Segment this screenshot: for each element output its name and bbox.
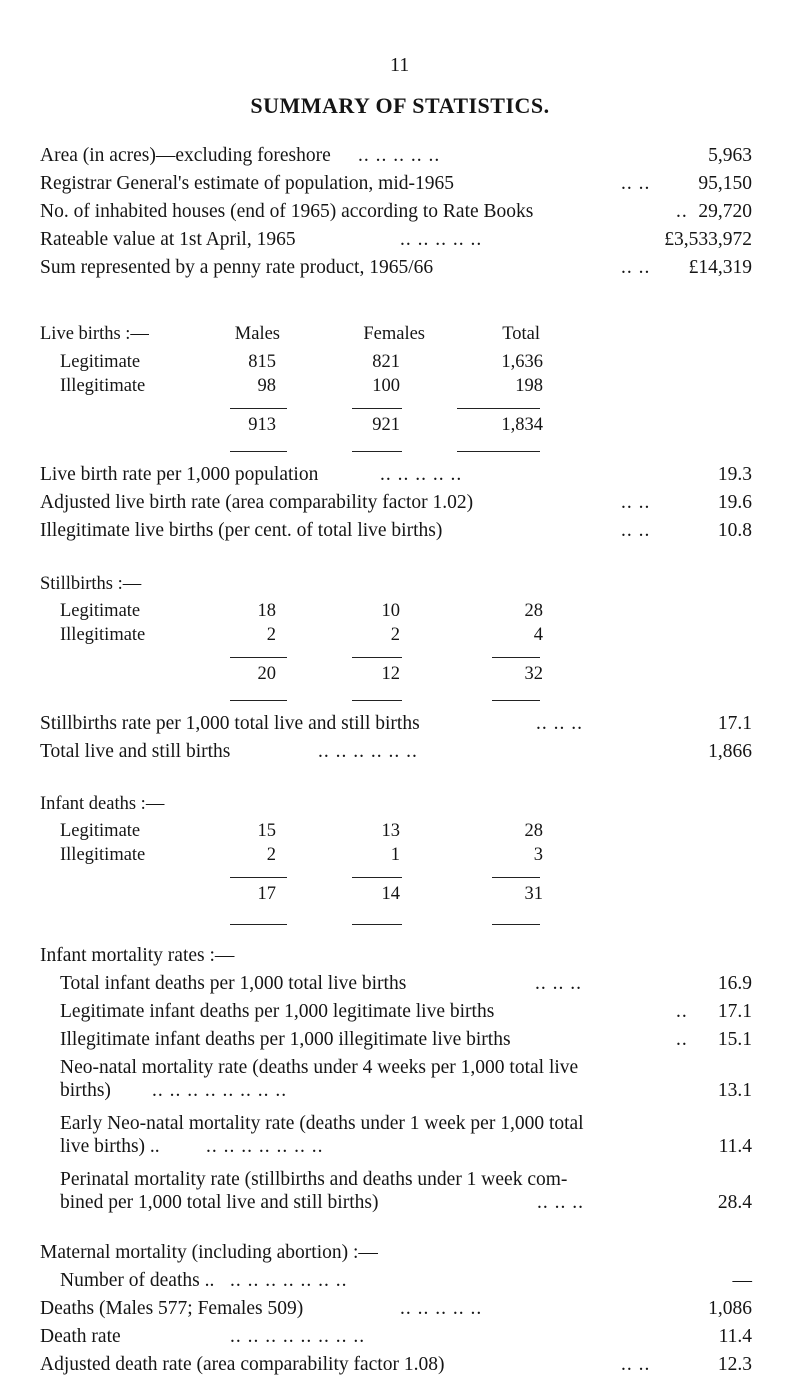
row-dots: .. .. .. .. .. .. — [318, 741, 418, 762]
rate-row-line2 — [0, 1192, 800, 1222]
row-label: Total live and still births — [40, 741, 231, 762]
rule-line — [492, 924, 540, 925]
cell-females: 10 — [381, 601, 400, 621]
row-value: 1,086 — [708, 1298, 752, 1319]
rate-row — [0, 973, 800, 1003]
row-label: Area (in acres)—excluding foreshore — [40, 145, 331, 166]
row-value: 28.4 — [717, 1192, 752, 1213]
cell-total: 28 — [524, 821, 543, 841]
row-label: Adjusted death rate (area comparability factor 1.08) — [40, 1354, 445, 1375]
row-dots: .. — [676, 1029, 688, 1050]
rule-line — [492, 657, 540, 658]
rate-row — [0, 741, 800, 771]
cell-females: 1 — [390, 845, 400, 865]
cell-total: 28 — [524, 601, 543, 621]
section-heading: Infant deaths :— — [40, 794, 165, 814]
row-value: 19.3 — [717, 464, 752, 485]
row-label: Illegitimate infant deaths per 1,000 illegitimate live births — [60, 1029, 511, 1050]
rule-line — [352, 451, 402, 452]
rule-line — [492, 700, 540, 701]
row-value: 11.4 — [718, 1136, 752, 1157]
page-title: SUMMARY OF STATISTICS. — [250, 93, 550, 118]
cell-males: 2 — [266, 845, 276, 865]
rate-row — [0, 1270, 800, 1300]
row-value: 11.4 — [718, 1326, 752, 1347]
col-header-total: Total — [502, 324, 540, 344]
rate-row — [0, 1029, 800, 1059]
rule-line — [352, 700, 402, 701]
row-label-cont: births) — [60, 1080, 111, 1101]
row-value: £3,533,972 — [664, 229, 752, 250]
section-heading: Stillbirths :— — [40, 574, 142, 594]
row-label: No. of inhabited houses (end of 1965) according to Rate Books — [40, 201, 534, 222]
row-label: Stillbirths rate per 1,000 total live and still births — [40, 713, 420, 734]
row-dots: .. .. .. .. .. .. .. — [230, 1270, 348, 1291]
col-header-females: Females — [363, 324, 425, 344]
cell-males: 15 — [257, 821, 276, 841]
row-dots: .. .. .. — [537, 1192, 584, 1213]
row-label: Early Neo-natal mortality rate (deaths under 1 week per 1,000 total — [60, 1113, 584, 1134]
total-females: 14 — [381, 884, 400, 904]
row-value: 17.1 — [717, 1001, 752, 1022]
row-label: Sum represented by a penny rate product, 1965/66 — [40, 257, 434, 278]
row-label: Illegitimate — [60, 376, 146, 396]
live-births-table — [0, 0, 800, 400]
cell-males: 815 — [248, 352, 276, 372]
row-dots: .. — [676, 201, 688, 222]
rule-line — [457, 408, 540, 409]
total-total: 31 — [524, 884, 543, 904]
rule-line — [230, 657, 287, 658]
row-value: 13.1 — [717, 1080, 752, 1101]
rate-row — [0, 492, 800, 522]
rate-row — [0, 464, 800, 494]
total-total: 32 — [524, 664, 543, 684]
cell-females: 13 — [381, 821, 400, 841]
rule-line — [352, 657, 402, 658]
row-label: Illegitimate — [60, 845, 146, 865]
rule-line — [230, 877, 287, 878]
row-label-cont: live births) .. — [60, 1136, 160, 1157]
rule-line — [492, 877, 540, 878]
row-label: Total infant deaths per 1,000 total live births — [60, 973, 407, 994]
row-value: £14,319 — [688, 257, 752, 278]
row-label: Neo-natal mortality rate (deaths under 4 weeks per 1,000 total live — [60, 1057, 579, 1078]
row-dots: .. .. — [621, 173, 651, 194]
row-dots: .. .. — [621, 520, 651, 541]
row-value: 19.6 — [717, 492, 752, 513]
row-dots: .. .. .. .. .. — [400, 229, 483, 250]
row-value: 15.1 — [717, 1029, 752, 1050]
cell-males: 18 — [257, 601, 276, 621]
cell-males: 2 — [266, 625, 276, 645]
col-header-males: Males — [234, 324, 280, 344]
row-value: 5,963 — [708, 145, 752, 166]
row-label: Perinatal mortality rate (stillbirths and deaths under 1 week com- — [60, 1169, 568, 1190]
rule-line — [352, 924, 402, 925]
rate-row — [0, 1326, 800, 1356]
rate-row — [0, 1298, 800, 1328]
rate-row — [0, 713, 800, 743]
cell-total: 198 — [515, 376, 543, 396]
row-dots: .. .. — [621, 492, 651, 513]
total-males: 913 — [248, 415, 276, 435]
row-dots: .. .. .. .. .. — [358, 145, 441, 166]
row-dots: .. — [676, 1001, 688, 1022]
row-dots: .. .. .. .. .. — [400, 1298, 483, 1319]
row-dots: .. .. .. — [536, 713, 583, 734]
row-label: Death rate — [40, 1326, 121, 1347]
row-label-cont: bined per 1,000 total live and still births) — [60, 1192, 379, 1213]
section-heading: Live births :— — [40, 324, 149, 344]
total-males: 17 — [257, 884, 276, 904]
row-value: 16.9 — [717, 973, 752, 994]
row-label: Legitimate — [60, 352, 141, 372]
rule-line — [230, 451, 287, 452]
total-females: 921 — [372, 415, 400, 435]
rule-line — [230, 408, 287, 409]
row-dots: .. .. .. .. .. .. .. — [206, 1136, 324, 1157]
row-label: Deaths (Males 577; Females 509) — [40, 1298, 304, 1319]
row-dots: .. .. — [621, 1354, 651, 1375]
row-label: Adjusted live birth rate (area comparability factor 1.02) — [40, 492, 474, 513]
cell-total: 4 — [533, 625, 543, 645]
rate-row-line2 — [0, 1080, 800, 1110]
section-heading: Infant mortality rates :— — [40, 945, 235, 966]
row-label: Illegitimate — [60, 625, 146, 645]
row-label: Legitimate — [60, 821, 141, 841]
cell-females: 821 — [372, 352, 400, 372]
row-label: Live birth rate per 1,000 population — [40, 464, 319, 485]
cell-males: 98 — [257, 376, 276, 396]
rate-row — [0, 520, 800, 550]
cell-total: 3 — [533, 845, 543, 865]
section-heading: Maternal mortality (including abortion) :— — [40, 1242, 378, 1263]
row-value: 1,866 — [708, 741, 752, 762]
row-value: 10.8 — [717, 520, 752, 541]
section-heading-row — [0, 1242, 800, 1272]
cell-total: 1,636 — [501, 352, 543, 372]
row-value: 95,150 — [698, 173, 752, 194]
row-label: Legitimate — [60, 601, 141, 621]
total-females: 12 — [381, 664, 400, 684]
row-label: Registrar General's estimate of population, mid-1965 — [40, 173, 454, 194]
page-number: 11 — [390, 54, 410, 76]
row-dots: .. .. .. — [535, 973, 582, 994]
row-value: 29,720 — [698, 201, 752, 222]
row-dots: .. .. .. .. .. .. .. .. — [230, 1326, 366, 1347]
row-dots: .. .. — [621, 257, 651, 278]
total-males: 20 — [257, 664, 276, 684]
cell-females: 100 — [372, 376, 400, 396]
rule-line — [230, 924, 287, 925]
rule-line — [352, 877, 402, 878]
rule-line — [352, 408, 402, 409]
row-value: 12.3 — [717, 1354, 752, 1375]
row-label: Legitimate infant deaths per 1,000 legitimate live births — [60, 1001, 495, 1022]
row-dots: .. .. .. .. .. .. .. .. — [152, 1080, 288, 1101]
row-label: Number of deaths .. — [60, 1270, 215, 1291]
row-value: — — [732, 1270, 752, 1291]
section-heading-row — [0, 945, 800, 975]
rule-line — [457, 451, 540, 452]
rate-row-line2 — [0, 1136, 800, 1166]
row-label: Illegitimate live births (per cent. of total live births) — [40, 520, 443, 541]
rate-row — [0, 1354, 800, 1384]
total-total: 1,834 — [501, 415, 543, 435]
rate-row — [0, 1001, 800, 1031]
rule-line — [230, 700, 287, 701]
row-dots: .. .. .. .. .. — [380, 464, 463, 485]
cell-females: 2 — [390, 625, 400, 645]
row-label: Rateable value at 1st April, 1965 — [40, 229, 296, 250]
row-value: 17.1 — [717, 713, 752, 734]
